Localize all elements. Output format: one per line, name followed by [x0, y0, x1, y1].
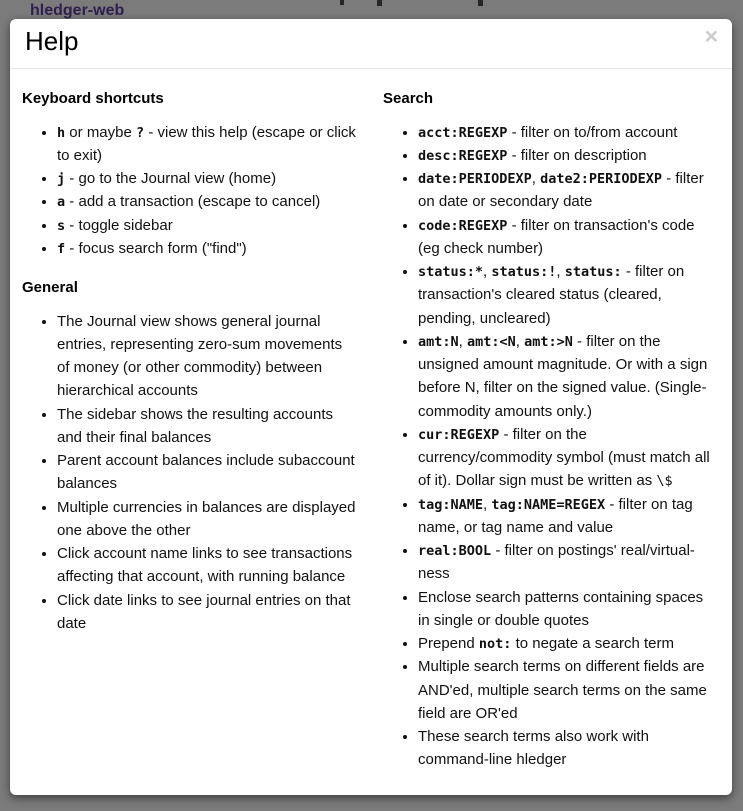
help-text: - filter on description	[507, 146, 647, 164]
background-text-fragment	[377, 0, 382, 6]
code-term: a	[57, 194, 66, 211]
close-icon[interactable]: ×	[704, 23, 718, 49]
background-text-fragment	[478, 0, 483, 6]
code-term: date2:PERIODEXP	[540, 171, 663, 187]
help-text: ,	[483, 495, 492, 513]
help-text: Click date links to see journal entries on that date	[57, 591, 351, 632]
brand-link[interactable]: hledger-web	[30, 2, 125, 19]
help-text: ,	[531, 170, 541, 187]
code-term: h	[57, 124, 66, 141]
code-term: real:BOOL	[418, 543, 492, 559]
section-heading-general: General	[22, 279, 78, 296]
help-text: ,	[515, 332, 525, 350]
help-list-item	[57, 310, 357, 403]
code-term: status:!	[491, 264, 557, 280]
help-text: - view this help (escape or click to exit)	[57, 123, 356, 164]
code-term: f	[57, 240, 66, 257]
help-text: or maybe	[65, 123, 137, 141]
general-list	[22, 310, 357, 636]
help-text: - filter on to/from account	[507, 123, 678, 141]
help-text: Multiple currencies in balances are displayed one above the other	[57, 498, 356, 539]
help-text: The Journal view shows general journal entries, representing zero-sum movements of money (or other commodity) between hierarchical accounts	[57, 312, 343, 400]
help-list-item	[57, 403, 357, 450]
help-list-item	[418, 655, 718, 725]
help-list-item	[418, 725, 718, 772]
help-list-item	[57, 167, 357, 190]
code-term: amt:N	[418, 333, 459, 350]
help-list-item	[418, 330, 718, 423]
help-text: Prepend	[418, 635, 479, 652]
help-text: to negate a search term	[511, 635, 674, 652]
help-modal	[10, 19, 732, 795]
help-text: ,	[458, 332, 467, 350]
help-list-item	[57, 121, 357, 168]
section-heading-keyboard-shortcuts: Keyboard shortcuts	[22, 90, 164, 107]
code-term: j	[57, 171, 66, 187]
help-list-item	[418, 214, 718, 261]
code-term: tag:NAME	[418, 496, 484, 513]
search-list	[383, 121, 718, 772]
help-text: ,	[483, 263, 492, 280]
code-term: status:*	[418, 264, 484, 280]
help-list-item	[418, 167, 718, 214]
help-text: - add a transaction (escape to cancel)	[65, 193, 321, 211]
help-list-item	[57, 589, 357, 636]
code-term: acct:REGEXP	[418, 124, 508, 141]
keyboard-shortcuts-list	[22, 121, 357, 261]
help-list-item	[57, 496, 357, 543]
help-text: Multiple search terms on different fields are AND'ed, multiple search terms on the same field are OR'ed	[418, 658, 707, 722]
code-term: not:	[478, 636, 512, 652]
help-text: - filter on tag name, or tag name and value	[418, 495, 693, 536]
help-modal-title: Help	[25, 26, 79, 56]
help-list-item	[418, 121, 718, 144]
help-text: - filter on transaction's cleared status (cleared, pending, uncleared)	[418, 263, 685, 327]
help-list-item	[418, 493, 718, 540]
code-term: desc:REGEXP	[418, 147, 508, 164]
help-text: - filter on transaction's code (eg check number)	[418, 216, 695, 257]
help-text: - filter on the currency/commodity symbol (must match all of it). Dollar sign must be written as	[418, 425, 710, 490]
help-text: - focus search form ("find")	[65, 239, 247, 257]
help-list-item	[57, 237, 357, 260]
help-modal-header	[10, 19, 732, 69]
help-modal-body	[10, 69, 732, 786]
code-term: cur:REGEXP	[418, 426, 500, 443]
help-left-column	[10, 71, 371, 649]
help-right-column	[371, 71, 732, 786]
help-text: - toggle sidebar	[65, 216, 173, 234]
help-list-item	[57, 190, 357, 213]
code-term: code:REGEXP	[418, 217, 508, 234]
help-text: Click account name links to see transactions affecting that account, with running balance	[57, 545, 353, 586]
code-term: ?	[136, 124, 145, 141]
help-list-item	[57, 449, 357, 496]
help-text: Parent account balances include subaccount balances	[57, 452, 355, 493]
help-text: - filter on postings' real/virtual-ness	[418, 542, 695, 583]
help-list-item	[418, 260, 718, 330]
code-term: status:	[564, 264, 622, 280]
help-text: ,	[556, 263, 565, 280]
help-list-item	[418, 632, 718, 655]
help-text: These search terms also work with command-line hledger	[418, 728, 649, 769]
help-text: - filter on the unsigned amount magnitude. Or with a sign before N, filter on the signed value. (Single-commodity amounts only.)	[418, 332, 708, 420]
help-text: - go to the Journal view (home)	[65, 170, 277, 187]
section-heading-search: Search	[383, 90, 434, 107]
code-term: s	[57, 217, 66, 234]
help-list-item	[418, 144, 718, 167]
help-text: The sidebar shows the resulting accounts and their final balances	[57, 405, 333, 446]
code-term: amt:>N	[524, 333, 573, 350]
code-term: amt:<N	[466, 333, 516, 350]
mono-term: \$	[656, 473, 673, 490]
help-list-item	[418, 539, 718, 586]
code-term: tag:NAME=REGEX	[491, 496, 606, 513]
help-text: - filter on date or secondary date	[418, 170, 704, 211]
help-list-item	[418, 586, 718, 633]
background-text-fragment	[340, 0, 344, 5]
help-list-item	[57, 542, 357, 589]
help-list-item	[418, 423, 718, 493]
help-list-item	[57, 214, 357, 237]
code-term: date:PERIODEXP	[418, 171, 532, 187]
help-text: Enclose search patterns containing spaces in single or double quotes	[418, 588, 704, 629]
